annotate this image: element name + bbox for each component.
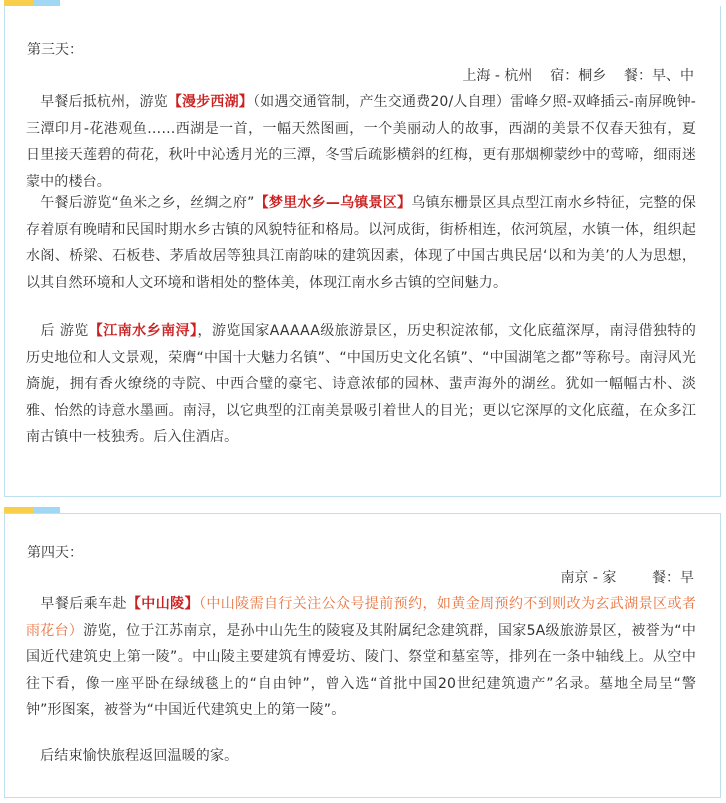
wuzhen-highlight: 【梦里水乡—乌镇景区】 bbox=[254, 195, 412, 211]
day3-meta: 上海 - 杭州 宿：桐乡 餐：早、中 bbox=[462, 68, 694, 84]
nanxun-highlight: 【江南水乡南浔】 bbox=[88, 323, 198, 339]
day3-title: 第三天： bbox=[27, 42, 83, 58]
day4-title: 第四天： bbox=[27, 545, 83, 561]
westlake-highlight: 【漫步西湖】 bbox=[167, 94, 253, 110]
zhongshanling-highlight: 【中山陵】 bbox=[126, 596, 199, 612]
day3-paragraph-nanxun: 后 游览【江南水乡南浔】，游览国家AAAAA级旅游景区，历史积淀浓郁，文化底蕴深厚，南浔借独特的历史地位和人文景观，荣膺“中国十大魅力名镇”、“中国历史文化名镇”、“中国湖笔之都”等称号。南浔风光旖旎，拥有香火缭绕的寺院、中西合璧的豪宅、诗意浓郁的园林、蜚声海外的湖丝。犹如一幅幅古朴、淡雅、怡然的诗意水墨画。南浔，以它典型的江南美景吸引着世人的目光；更以它深厚的文化底蕴，在众多江南古镇中一枝独秀。后入住酒店。 bbox=[26, 323, 697, 445]
day4-paragraph-zhongshanling: 早餐后乘车赴【中山陵】（中山陵需自行关注公众号提前预约，如黄金周预约不到则改为玄武湖景区或者雨花台）游览，位于江苏南京，是孙中山先生的陵寝及其附属纪念建筑群，国家5A级旅游景区，被誉为“中国近代建筑史上第一陵”。中山陵主要建筑有博爱坊、陵门、祭堂和墓室等，排列在一条中轴线上。从空中往下看，像一座平卧在绿绒毯上的“自由钟”，曾入选“首批中国20世纪建筑遗产”名录。墓地全局呈“警钟”形图案，被誉为“中国近代建筑史上的第一陵”。 bbox=[26, 596, 697, 718]
reservation-note: （中山陵需自行关注公众号提前预约，如黄金周预约不到则改为玄武湖景区或者雨花台） bbox=[26, 596, 697, 639]
day3-paragraph-westlake: 早餐后抵杭州，游览【漫步西湖】（如遇交通管制，产生交通费20/人自理）雷峰夕照-双峰插云-南屏晚钟-三潭印月-花港观鱼……西湖是一首，一幅天然图画，一个美丽动人的故事，西湖的美景不仅春天独有，夏日里接天莲碧的荷花，秋叶中沁透月光的三潭，冬雪后疏影横斜的红梅，更有那烟柳蒙纱中的莺啼，细雨迷蒙中的楼台。 bbox=[26, 94, 696, 190]
day4-paragraph-return: 后结束愉快旅程返回温暖的家。 bbox=[40, 748, 239, 764]
day3-paragraph-wuzhen: 午餐后游览“鱼米之乡，丝绸之府”【梦里水乡—乌镇景区】乌镇东栅景区具点型江南水乡特征，完整的保存着原有晚晴和民国时期水乡古镇的风貌特征和格局。以河成街，街桥相连，依河筑屋，水镇一体，组织起水阁、桥梁、石板巷、茅盾故居等独具江南韵味的建筑因素，体现了中国古典民居‘以和为美’的人为思想，以其自然环境和人文环境和谐相处的整体美，体现江南水乡古镇的空间魅力。 bbox=[26, 195, 697, 291]
day4-meta: 南京 - 家 餐：早 bbox=[560, 570, 694, 586]
